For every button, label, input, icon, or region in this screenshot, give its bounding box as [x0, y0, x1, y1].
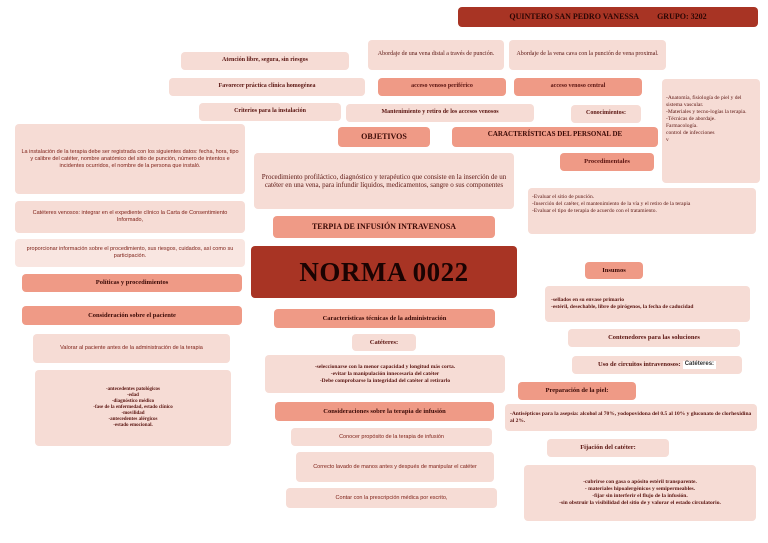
group-label: GRUPO: 3202 — [657, 12, 707, 21]
subtitle: TERPIA DE INFUSIÓN INTRAVENOSA — [273, 216, 495, 238]
peripheral-access-label: acceso venoso periférico — [378, 78, 506, 96]
fixation-list: -cubrirse con gasa o apósito estéril transparente. - materiales hipoalergénicos y semipermeables. -fijar sin interferir el flujo de la infusión. -sin obstruir la visibilidad del sitio de y valorar el estado circulatorio. — [524, 465, 756, 521]
policies-heading: Políticas y procedimientos — [22, 274, 242, 292]
fixation-label: Fijación del catéter: — [547, 439, 669, 457]
central-description: Abordaje de la vena cava con la punción de vena proximal. — [509, 40, 666, 70]
therapy-item-prescription: Contar con la prescripción médica por escrito, — [286, 488, 497, 508]
objective-item-2: Favorecer práctica clínica homogénea — [169, 78, 365, 96]
definition-box: Procedimiento profiláctico, diagnóstico y terapéutico que consiste en la inserción de un catéter en una vena, para infundir líquidos, medicamentos, sangre o sus componentes — [254, 153, 514, 209]
objective-item-4: Mantenimiento y retiro de los accesos venosos — [346, 104, 534, 122]
supplies-list: -sellados en su envase primario -estéril, desechable, libre de pirógenos, la fecha de caducidad — [545, 286, 750, 322]
technical-heading: Características técnicas de la administración — [274, 309, 495, 328]
main-title: NORMA 0022 — [251, 246, 517, 298]
procedures-label: Procedimentales — [560, 153, 654, 171]
procedures-list: -Evaluar el sitio de punción. -Inserción del catéter, el mantenimiento de la vía y el retiro de la terapia -Evaluar el tipo de terapia de acuerdo con el tratamiento. — [528, 188, 756, 234]
catheters-list: -seleccionarse con la menor capacidad y longitud más corta. -evitar la manipulación innecesaria del catéter -Debe comprobarse la integridad del catéter al retirarlo — [265, 355, 505, 393]
catheters-label: Catéteres: — [352, 334, 416, 351]
therapy-item-handwashing: Correcto lavado de manos antes y después de manipular el catéter — [296, 452, 494, 482]
patient-factors: -antecedentes patológicos -edad -diagnóstico médico -fase de la enfermedad, estado clínico -movilidad -antecedentes alérgicos -estado emocional. — [35, 370, 231, 446]
objectives-heading: OBJETIVOS — [338, 127, 430, 147]
knowledge-label: Conocimientos: — [571, 105, 641, 123]
skin-prep-label: Preparación de la piel: — [518, 382, 636, 400]
patient-assessment: Valorar al paciente antes de la administración de la terapia — [33, 334, 230, 363]
consent-note: Catéteres venosos: integrar en el expediente clínico la Carta de Consentimiento Informado, — [15, 201, 245, 233]
central-access-label: acceso venoso central — [514, 78, 642, 96]
circuits-label: Uso de circuitos intravenosos: Catéteres: — [572, 356, 742, 374]
author-name: QUINTERO SAN PEDRO VANESSA — [509, 12, 640, 21]
skin-prep-text: -Antisépticos para la asepsia: alcohol al 70%, yodopovidona del 0.5 al 10% y gluconato de clorhexidina al 2%. — [505, 404, 757, 431]
personnel-heading: CARACTERÍSTICAS DEL PERSONAL DE — [452, 127, 658, 147]
header-banner — [458, 7, 758, 27]
information-note: proporcionar información sobre el procedimiento, sus riesgos, cuidados, así como su participación. — [15, 239, 245, 267]
objective-item-3: Criterios para la instalación — [199, 103, 341, 121]
therapy-item-purpose: Conocer propósito de la terapia de infusión — [291, 428, 492, 446]
patient-heading: Consideración sobre el paciente — [22, 306, 242, 325]
circuits-value: Catéteres: — [684, 361, 715, 368]
supplies-heading: Insumos — [585, 262, 643, 279]
therapy-heading: Consideraciones sobre la terapia de infusión — [275, 402, 494, 421]
objective-item-1: Atención libre, segura, sin riesgos — [181, 52, 349, 70]
record-requirements: La instalación de la terapia debe ser registrada con los siguientes datos: fecha, hora, tipo y calibre del catéter, nombre anatómico del sitio de punción, número de intentos e incidentes ocurridos, el nombre de la persona que instaló. — [15, 124, 245, 194]
peripheral-description: Abordaje de una vena distal a través de punción. — [368, 40, 504, 70]
containers-label: Contenedores para las soluciones — [568, 329, 740, 347]
knowledge-list: -Anatomía, fisiología de piel y del sistema vascular. -Materiales y tecno-logías la terapia. -Técnicas de abordaje. Farmacología. control de infecciones v — [662, 79, 760, 183]
